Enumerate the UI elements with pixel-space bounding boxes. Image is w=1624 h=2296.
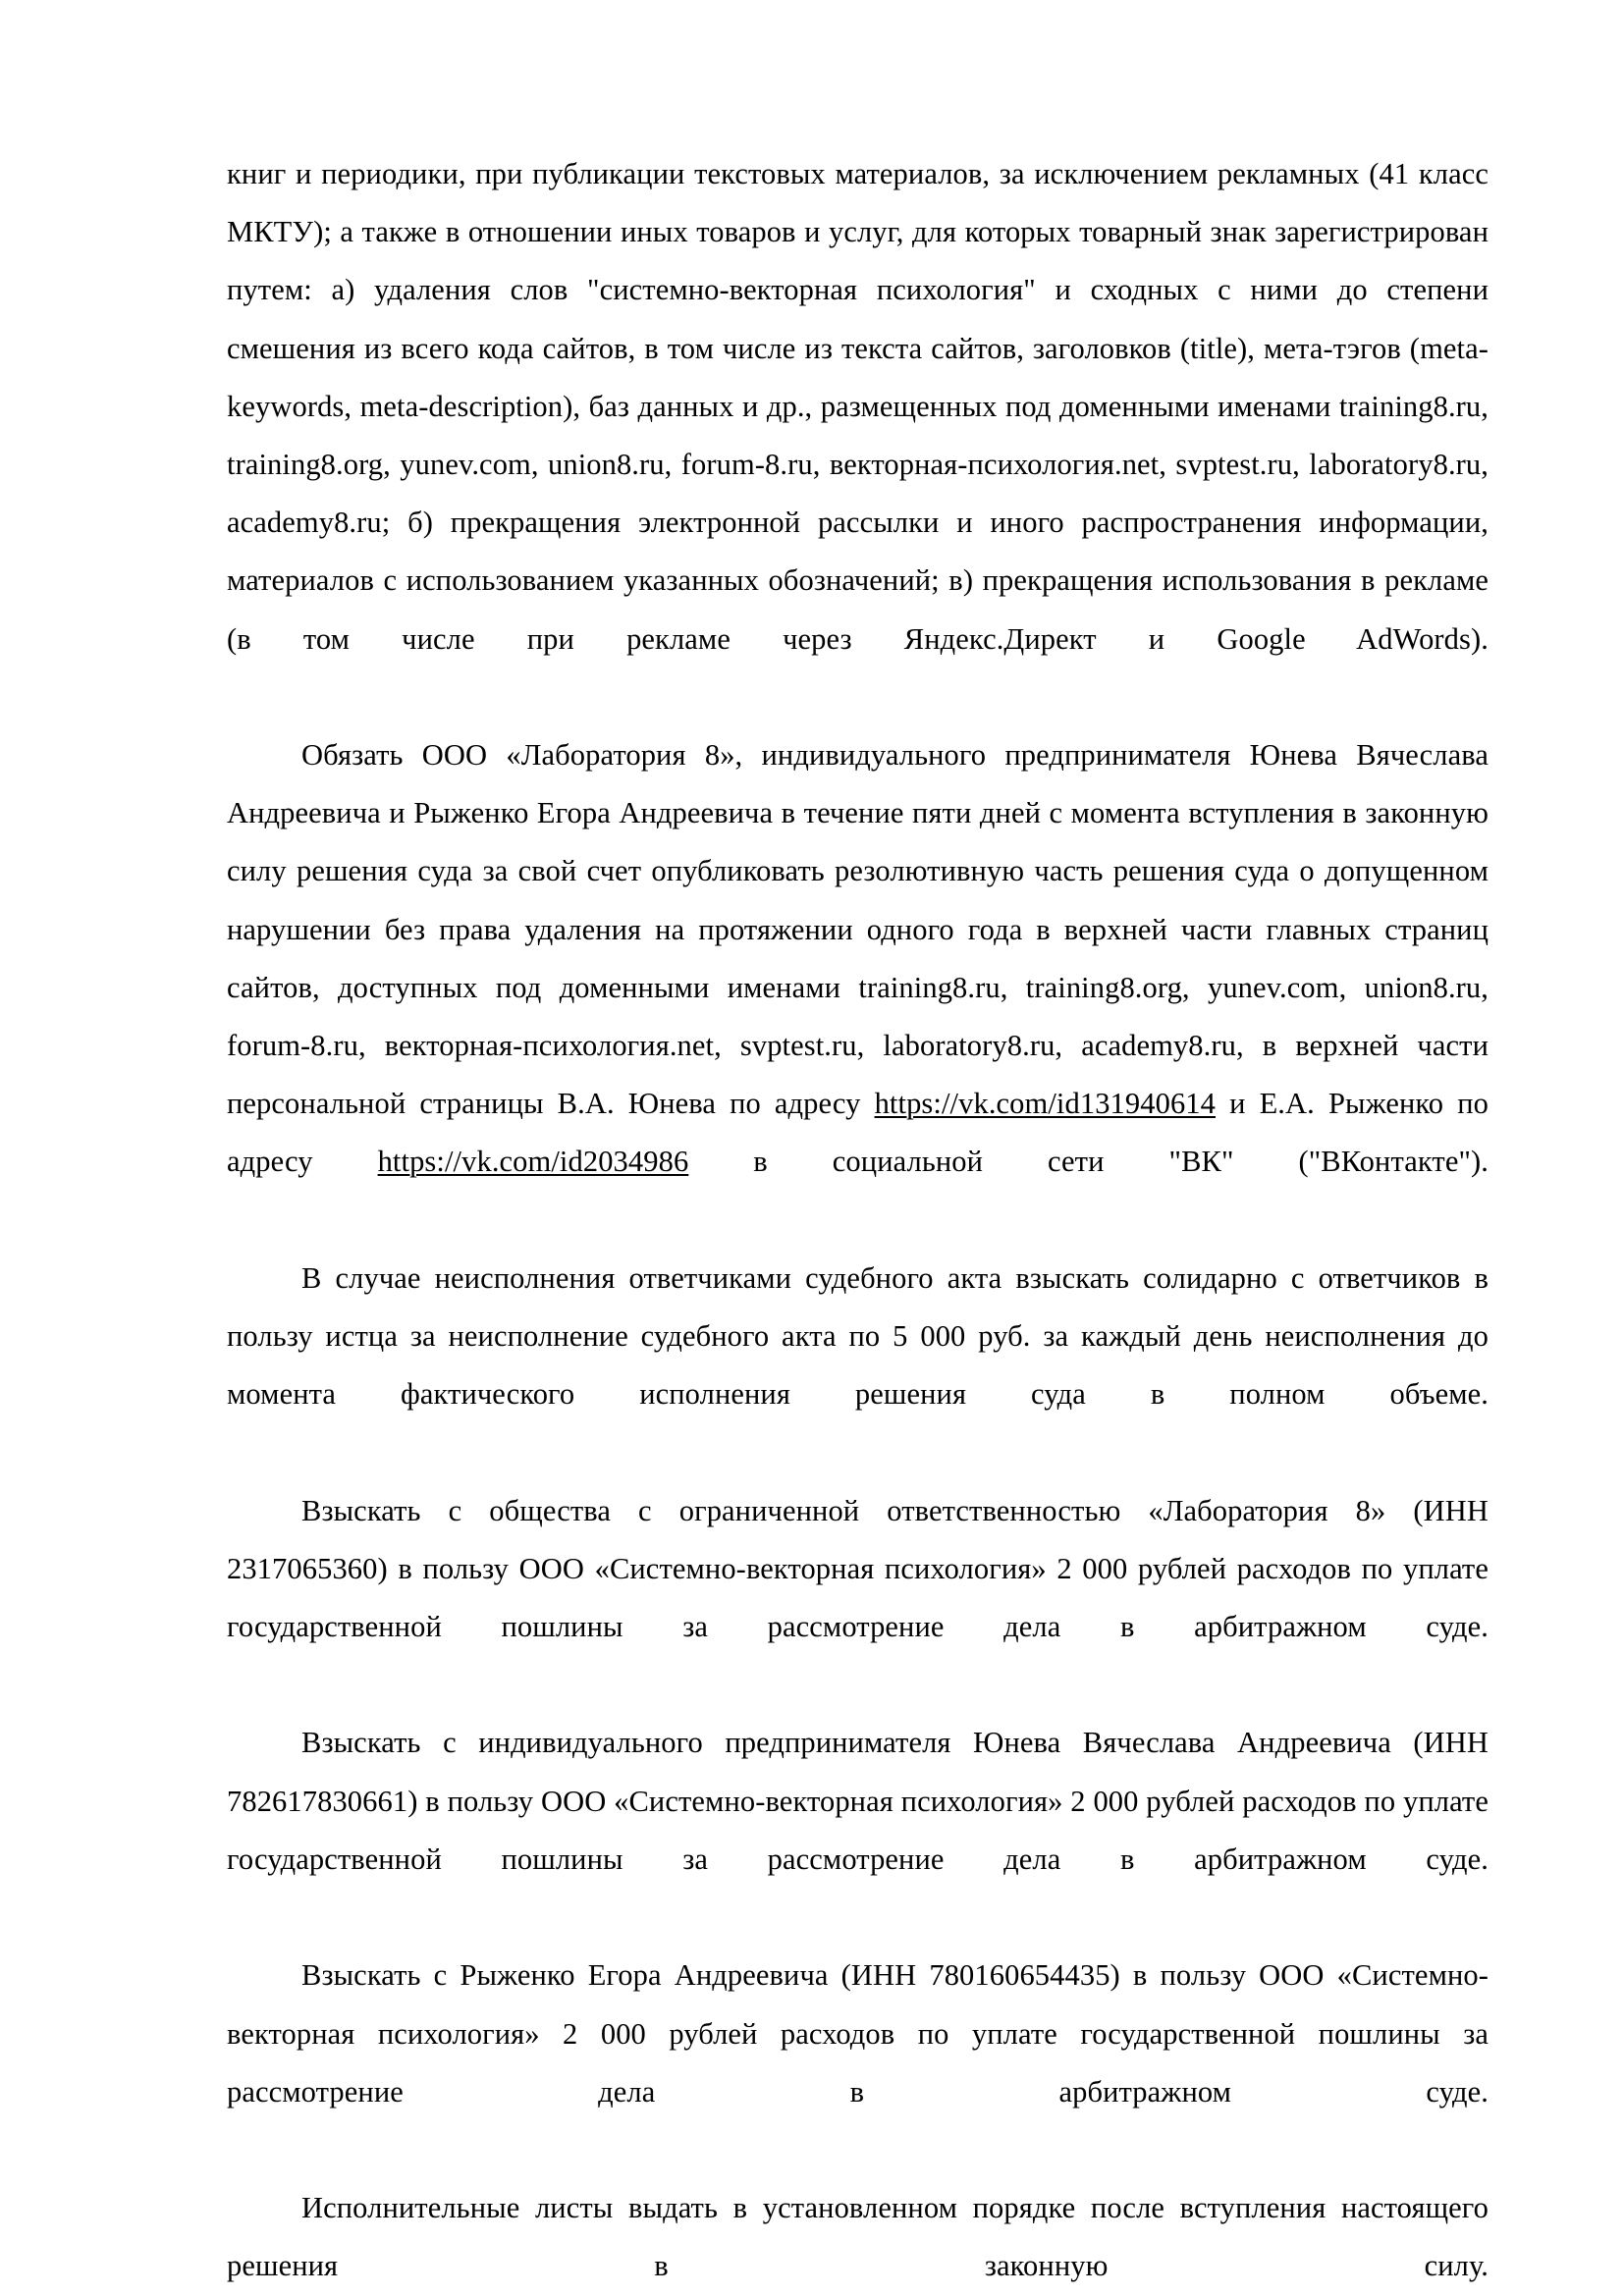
vk-link-yunev[interactable]: https://vk.com/id131940614	[874, 1087, 1217, 1121]
paragraph-recovery-yunev: Взыскать с индивидуального предпринимателя Юнева Вячеслава Андреевича (ИНН 782617830661) в пользу ООО «Системно-векторная психология» 2 000 рублей расходов по уплате государственной пошлины за рассмотрение дела в арбитражном суде.	[227, 1726, 1489, 1876]
paragraph-trademark-removal: книг и периодики, при публикации текстовых материалов, за исключением рекламных (41 класс МКТУ); а также в отношении иных товаров и услуг, для которых товарный знак зарегистрирован путем: а) удаления слов "системно-векторная психология" и сходных с ними до степени смешения из всего кода сайтов, в том числе из текста сайтов, заголовков (title), мета-тэгов (meta-keywords, meta-description), баз данных и др., размещенных под доменными именами training8.ru, training8.org, yunev.com, union8.ru, forum-8.ru, векторная-психология.net, svptest.ru, laboratory8.ru, academy8.ru; б) прекращения электронной рассылки и иного распространения информации, материалов с использованием указанных обозначений; в) прекращения использования в рекламе (в том числе при рекламе через Яндекс.Директ и Google AdWords).	[227, 157, 1489, 656]
paragraph-recovery-laboratory8: Взыскать с общества с ограниченной ответственностью «Лаборатория 8» (ИНН 2317065360) в пользу ООО «Системно-векторная психология» 2 000 рублей расходов по уплате государственной пошлины за рассмотрение дела в арбитражном суде.	[227, 1493, 1489, 1644]
paragraph-text-before-first-link: Обязать ООО «Лаборатория 8», индивидуального предпринимателя Юнева Вячеслава Андреевича и Рыженко Егора Андреевича в течение пяти дней с момента вступления в законную силу решения суда за свой счет опубликовать резолютивную часть решения суда о допущенном нарушении без права удаления на протяжении одного года в верхней части главных страниц сайтов, доступных под доменными именами training8.ru, training8.org, yunev.com, union8.ru, forum-8.ru, векторная-психология.net, svptest.ru, laboratory8.ru, academy8.ru, в верхней части персональной страницы В.А. Юнева по адресу	[227, 738, 1489, 1121]
document-body	[227, 145, 1489, 2296]
paragraph-writs-of-execution: Исполнительные листы выдать в установленном порядке после вступления настоящего решения в законную силу.	[227, 2191, 1489, 2283]
paragraph-text-between-links: и Е.А. Рыженко по адресу	[227, 1087, 1489, 1179]
vk-link-ryzhenko[interactable]: https://vk.com/id2034986	[377, 1145, 689, 1179]
paragraph-recovery-ryzhenko: Взыскать с Рыженко Егора Андреевича (ИНН 780160654435) в пользу ООО «Системно-векторная психология» 2 000 рублей расходов по уплате государственной пошлины за рассмотрение дела в арбитражном суде.	[227, 1958, 1489, 2109]
paragraph-publication-obligation	[227, 726, 1489, 1250]
paragraph-penalty-nonexecution: В случае неисполнения ответчиками судебного акта взыскать солидарно с ответчиков в пользу истца за неисполнение судебного акта по 5 000 руб. за каждый день неисполнения до момента фактического исполнения решения суда в полном объеме.	[227, 1260, 1489, 1412]
paragraph-text-after-second-link: в социальной сети "ВК" ("ВКонтакте").	[688, 1145, 1489, 1179]
